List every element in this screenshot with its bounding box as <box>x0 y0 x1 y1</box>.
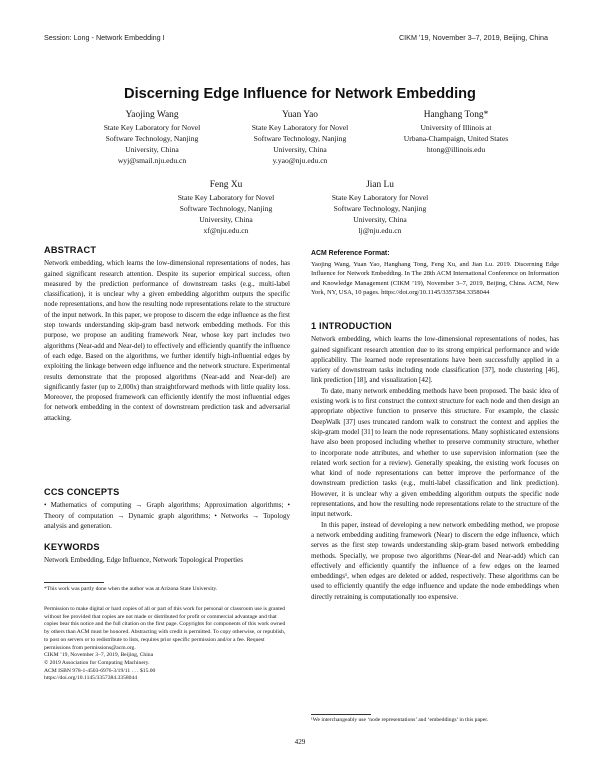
footnote-right: ¹We interchangeably use ‘node representations’ and ‘embeddings’ in this paper. <box>311 717 489 723</box>
footnote-rule <box>311 714 371 715</box>
acm-reference <box>311 249 559 298</box>
abstract-text: Network embedding, which learns the low-dimensional representations of nodes, has gained significant research attention. Despite its superior empirical success, often measured by the prediction performance of downstream tasks (e.g., multi-label classification), it is unclear why a given embedding algorithm outputs the specific node representations, and how the resulting node representations relate to the structure of the input network. In this paper, we propose to discern the edge influence as the first step towards understanding skip-gram basd network embedding methods. For this purpose, we propose an auditing framework Near, whose key part includes two algorithms (Near-add and Near-del) to effectively and efficiently quantify the influence of each edge. Based on the algorithms, we further identify high-influential edges by exploiting the linkage between edge influence and the network structure. Experimental results demonstrate that the proposed algorithms (Near-add and Near-del) are significantly faster (up to 2,000x) than straightforward methods with little quality loss. Moreover, the proposed framework can efficiently identify the most influential edges for network embedding in the context of downstream prediction task and adversarial attacking. <box>44 259 290 422</box>
author-affiliation: University, China <box>353 215 407 224</box>
author-affiliation: State Key Laboratory for Novel <box>103 123 201 132</box>
author-affiliation: State Key Laboratory for Novel <box>251 123 349 132</box>
intro-paragraph: Network embedding, which learns the low-dimensional representations of nodes, has gained significant research attention due to its strong empirical performance and wide applicability. The learned node representations have been successfully applied in a variety of downstream tasks including node classification [37], node clustering [46], link prediction [18], and visualization [42]. <box>311 335 559 385</box>
author-affiliation: Urbana-Champaign, United States <box>403 134 509 143</box>
author-name: Yaojing Wang <box>125 110 179 120</box>
conference-line: CIKM ’19, November 3–7, 2019, Beijing, China <box>44 652 154 659</box>
intro-paragraph: To date, many network embedding methods have been proposed. The basic idea of existing work is to first construct the context structure for each node and then design an appropriate objective function to preserve this structure. For example, the classic DeepWalk [37] uses truncated random walk to construct the context and applies the skip-gram model [31] to learn the node representations. Many sophisticated extensions have also been proposed including whether to preserve community structure, whether to incorporate node attributes, and whether to use supervision information (see the related work section for a review). Generally speaking, the existing work focuses on what kind of node representations can better improve the performance of the downstream prediction tasks (e.g., multi-label classification and link prediction). However, it is unclear why a given embedding algorithm outputs the specific node representations, and how the resulting node representations relate to the structure of the input network. <box>311 386 559 519</box>
author-affiliation: Software Technology, Nanjing <box>179 204 273 213</box>
author-email[interactable]: lj@nju.edu.cn <box>358 226 402 235</box>
author-affiliation: State Key Laboratory for Novel <box>331 193 429 202</box>
author-name: Yuan Yao <box>282 110 318 120</box>
isbn-line: ACM ISBN 978-1-4503-6976-3/19/11 . . . $15.00 <box>44 667 156 674</box>
author-affiliation: University, China <box>125 145 179 154</box>
keywords-heading: KEYWORDS <box>44 542 100 552</box>
author-affiliation: Software Technology, Nanjing <box>333 204 427 213</box>
author-name: Jian Lu <box>366 180 394 190</box>
acm-reference-heading: ACM Reference Format: <box>311 250 390 257</box>
abstract-heading: ABSTRACT <box>44 245 97 255</box>
paper-title: Discerning Edge Influence for Network Embedding <box>124 86 476 102</box>
abstract-section <box>44 245 290 423</box>
author-affiliation: State Key Laboratory for Novel <box>177 193 275 202</box>
footnote-left: *This work was partly done when the author was at Arizona State University. <box>44 586 218 592</box>
author-block <box>300 178 460 236</box>
page-number: 429 <box>294 738 306 746</box>
keywords-section <box>44 542 290 566</box>
author-block <box>376 108 536 155</box>
ccs-section <box>44 487 290 531</box>
doi-link[interactable]: https://doi.org/10.1145/3357384.3358044 <box>44 675 138 682</box>
running-header-left: Session: Long - Network Embedding I <box>44 33 165 42</box>
running-header-right: CIKM ’19, November 3–7, 2019, Beijing, China <box>398 33 548 42</box>
author-affiliation: University, China <box>273 145 327 154</box>
author-affiliation: University of Illinois at <box>420 123 492 132</box>
author-email[interactable]: y.yao@nju.edu.cn <box>272 156 328 165</box>
author-affiliation: University, China <box>199 215 253 224</box>
author-block <box>146 178 306 236</box>
author-affiliation: Software Technology, Nanjing <box>105 134 199 143</box>
keywords-text: Network Embedding, Edge Influence, Network Topological Properties <box>44 556 243 565</box>
author-email[interactable]: xf@nju.edu.cn <box>203 226 249 235</box>
author-name: Feng Xu <box>209 180 243 190</box>
author-block <box>72 108 232 166</box>
introduction-heading: 1 INTRODUCTION <box>311 321 392 331</box>
copyright-line: © 2019 Association for Computing Machinery. <box>44 659 150 666</box>
author-affiliation: Software Technology, Nanjing <box>253 134 347 143</box>
acm-reference-text: Yaojing Wang, Yuan Yao, Hanghang Tong, Feng Xu, and Jian Lu. 2019. Discerning Edge Influence for Network Embedding. In The 28th ACM International Conference on Information and Knowledge Management (CIKM ’19), November 3–7, 2019, Beijing, China. ACM, New York, NY, USA, 10 pages. https://doi.org/10.1145/3357384.3358044 <box>311 260 559 297</box>
intro-paragraph: In this paper, instead of developing a new network embedding method, we propose a network embedding auditing framework (Near) to discern the edge influence, which serves as the first step towards understanding skip-gram based network embedding methods. Specially, we propose two algorithms (Near-del and Near-add) which can effectively and efficiently quantify the influence of a few edges on the learned embeddings¹, when edges are deleted or added, respectively. These algorithms can be used to efficiently quantify the edge influence and update the node embeddings when directly retraining is computationally too expensive. <box>311 520 559 601</box>
introduction-section <box>311 321 559 602</box>
permission-block <box>44 606 290 683</box>
author-name: Hanghang Tong* <box>423 110 489 120</box>
ccs-text: • Mathematics of computing → Graph algorithms; Approximation algorithms; • Theory of computation → Dynamic graph algorithms; • Networks → Topology analysis and generation. <box>44 501 290 530</box>
author-email[interactable]: wyj@smail.nju.edu.cn <box>117 156 187 165</box>
author-block <box>220 108 380 166</box>
footnote-rule <box>44 582 104 583</box>
author-email[interactable]: htong@illinois.edu <box>426 145 486 154</box>
ccs-heading: CCS CONCEPTS <box>44 487 120 497</box>
permission-text: Permission to make digital or hard copies of all or part of this work for personal or classroom use is granted without fee provided that copies are not made or distributed for profit or commercial advantage and that copies bear this notice and the full citation on the first page. Copyrights for components of this work owned by others than ACM must be honored. Abstracting with credit is permitted. To copy otherwise, or republish, to post on servers or to redistribute to lists, requires prior specific permission and/or a fee. Request permissions from permissions@acm.org. <box>44 606 286 651</box>
